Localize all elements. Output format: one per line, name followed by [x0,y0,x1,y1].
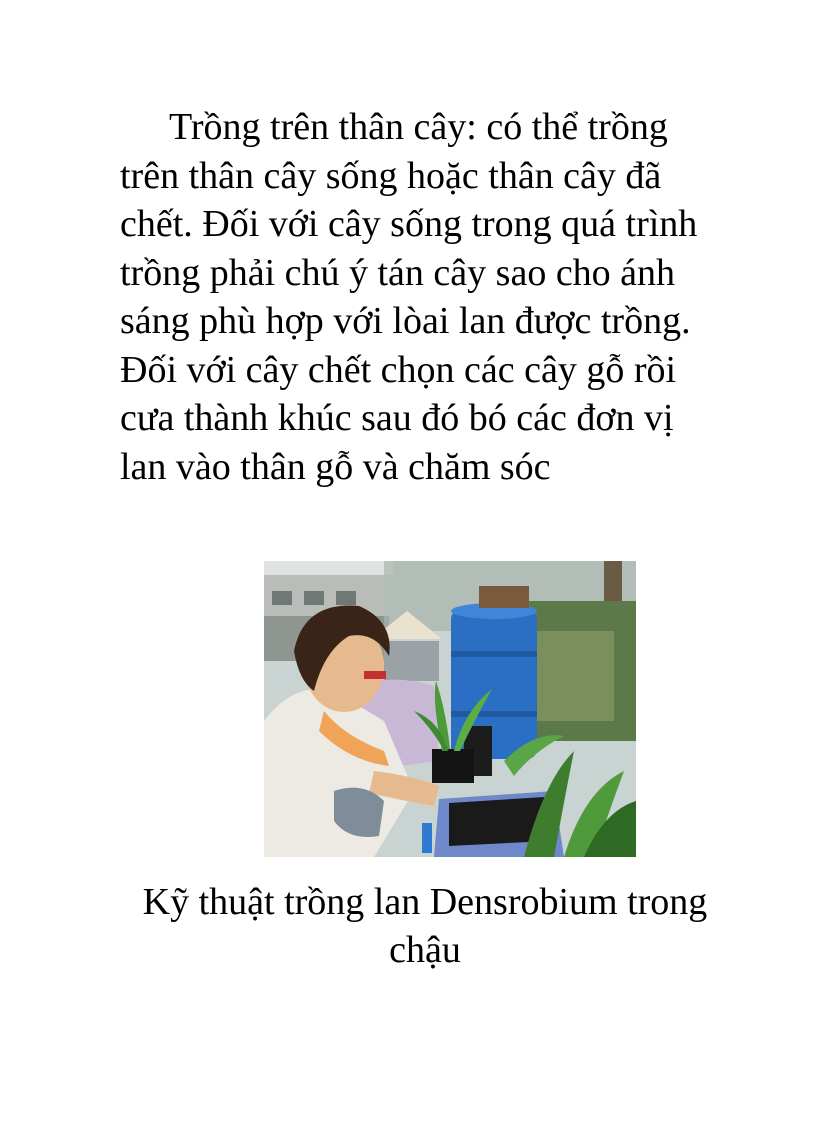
paragraph-line: chết. Đối với cây sống trong quá trình [120,203,698,245]
paragraph-line: cưa thành khúc sau đó bó các đơn vị [120,397,674,439]
caption-line: Kỹ thuật trồng lan Densrobium trong [142,881,708,923]
photo-illustration [264,561,636,857]
paragraph-line: lan vào thân gỗ và chăm sóc [120,445,551,488]
body-paragraph [120,103,760,491]
paragraph-line: Trồng trên thân cây: có thể trồng [169,106,668,148]
paragraph-line: sáng phù hợp với lòai lan được trồng. [120,300,691,342]
photo-caption [100,878,750,974]
paragraph-line: trên thân cây sống hoặc thân cây đã [120,154,662,197]
caption-line: chậu [389,929,461,971]
paragraph-line: trồng phải chú ý tán cây sao cho ánh [120,251,676,294]
paragraph-line: Đối với cây chết chọn các cây gỗ rồi [120,348,677,391]
orchid-repotting-photo [264,561,636,857]
photo-plant-pot [432,749,474,783]
